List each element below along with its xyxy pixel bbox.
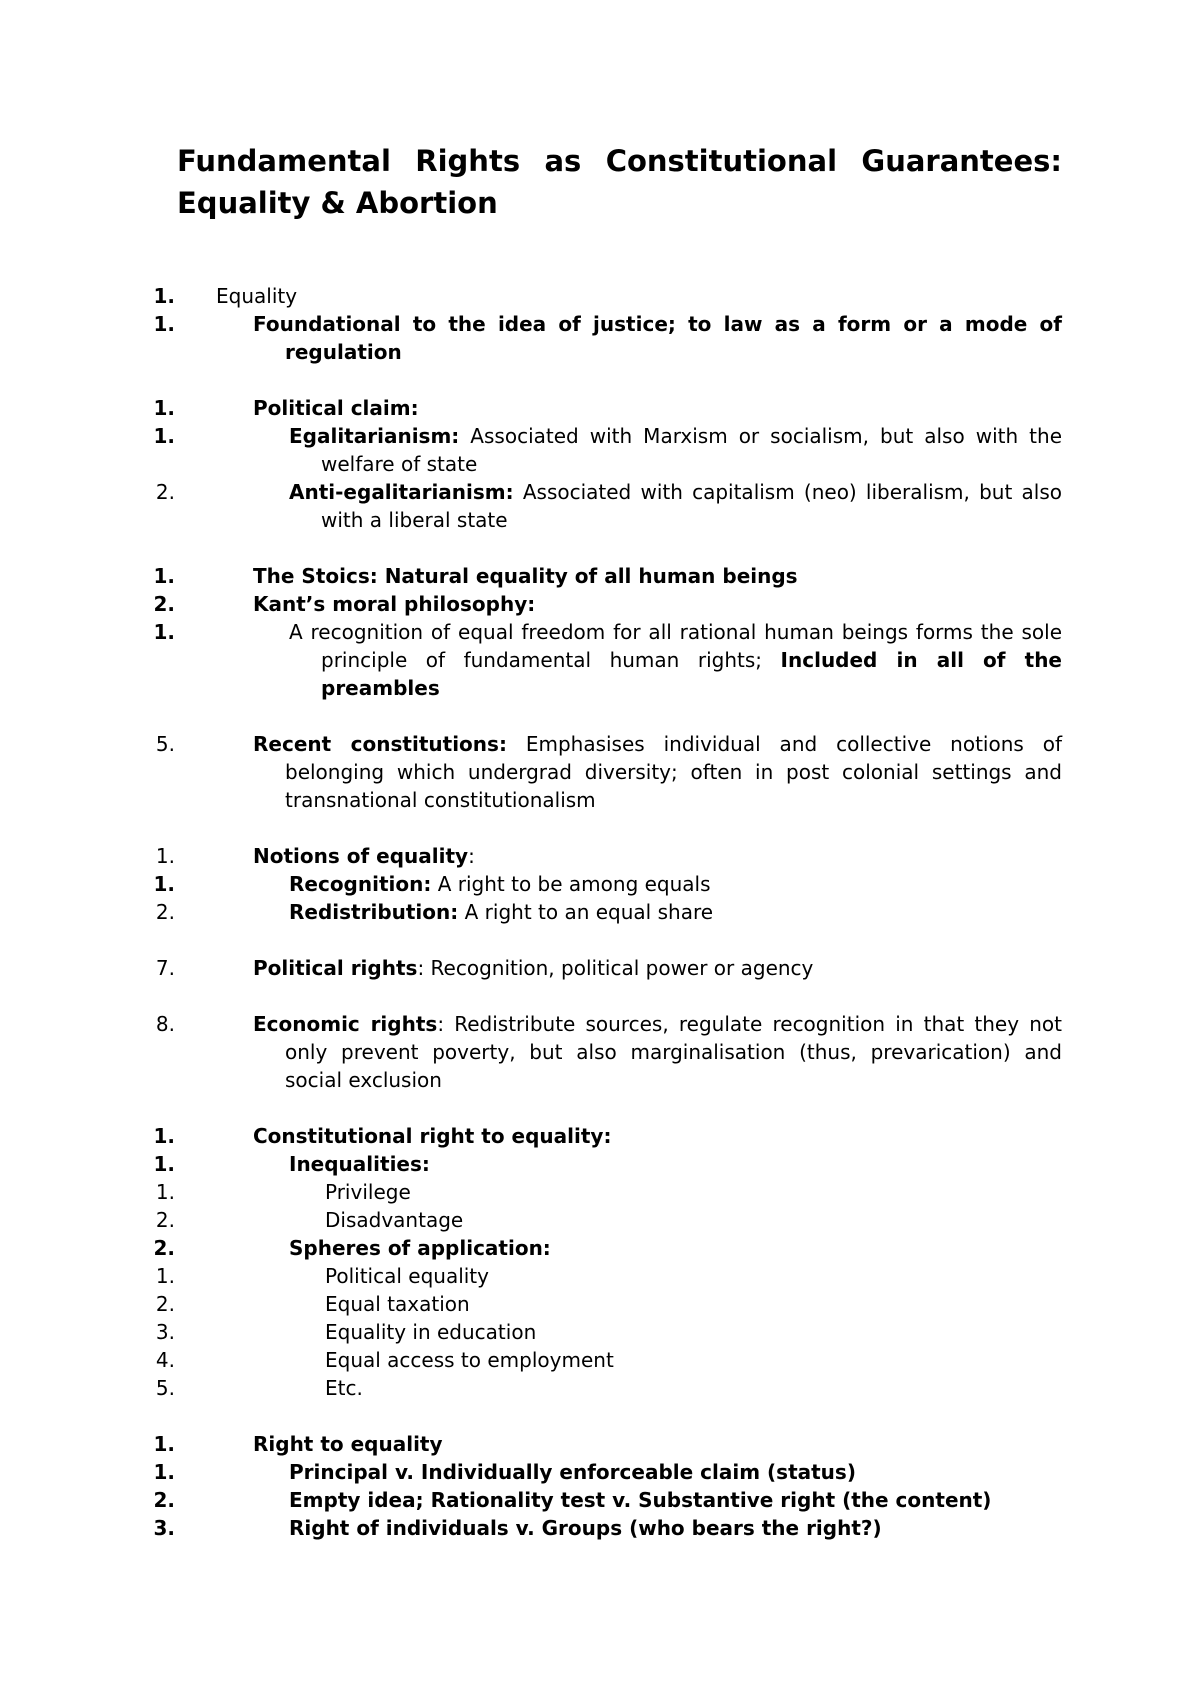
item-number: 1.	[155, 844, 175, 868]
item-text: Recent constitutions: Emphasises individual and collective notions of belonging which undergrad diversity; often in post colonial settings and transnational constitutionalism	[253, 732, 1062, 812]
item-number: 1.	[155, 1264, 175, 1288]
list-item	[0, 394, 1200, 422]
item-text: Spheres of application:	[289, 1236, 551, 1260]
item-number: 2.	[155, 480, 175, 504]
list-item	[0, 1262, 1200, 1290]
list-item	[0, 1318, 1200, 1346]
item-number: 1.	[153, 312, 175, 336]
item-number: 1.	[153, 1124, 175, 1148]
item-text: Equality	[216, 284, 298, 308]
item-number: 3.	[153, 1516, 175, 1540]
item-text: Equal access to employment	[325, 1348, 614, 1372]
list-item	[0, 870, 1200, 898]
title-line-2: Equality & Abortion	[177, 186, 498, 220]
list-item	[0, 1150, 1200, 1178]
item-number: 2.	[153, 1488, 175, 1512]
title-line-1: Fundamental Rights as Constitutional Guarantees:	[177, 144, 1062, 178]
item-text: Equal taxation	[325, 1292, 470, 1316]
list-item	[0, 954, 1200, 982]
item-text: Right of individuals v. Groups (who bears the right?)	[289, 1516, 882, 1540]
item-number: 2.	[153, 592, 175, 616]
item-text: Anti-egalitarianism: Associated with capitalism (neo) liberalism, but also with a liberal state	[289, 480, 1062, 532]
item-number: 1.	[155, 1180, 175, 1204]
outline-list	[0, 282, 1200, 1542]
item-text: Political rights: Recognition, political power or agency	[253, 956, 814, 980]
item-text: Constitutional right to equality:	[253, 1124, 612, 1148]
list-item	[0, 1010, 1200, 1094]
item-text: Etc.	[325, 1376, 363, 1400]
list-item	[0, 1374, 1200, 1402]
list-item	[0, 1458, 1200, 1486]
list-item	[0, 618, 1200, 702]
item-text: Political claim:	[253, 396, 419, 420]
list-item	[0, 478, 1200, 534]
list-item	[0, 1206, 1200, 1234]
item-number: 2.	[155, 1208, 175, 1232]
item-text: Right to equality	[253, 1432, 443, 1456]
item-text: Recognition: A right to be among equals	[289, 872, 711, 896]
list-item	[0, 1178, 1200, 1206]
list-item	[0, 1346, 1200, 1374]
item-number: 5.	[155, 732, 175, 756]
list-item	[0, 282, 1200, 310]
item-text: Kant’s moral philosophy:	[253, 592, 536, 616]
item-number: 1.	[153, 564, 175, 588]
list-item	[0, 1234, 1200, 1262]
list-item	[0, 898, 1200, 926]
item-number: 2.	[155, 1292, 175, 1316]
list-item	[0, 1514, 1200, 1542]
item-number: 2.	[155, 900, 175, 924]
item-number: 7.	[155, 956, 175, 980]
item-number: 1.	[153, 1432, 175, 1456]
item-number: 1.	[153, 1152, 175, 1176]
item-text: A recognition of equal freedom for all rational human beings forms the sole principle of fundamental human rights; Included in all of the preambles	[289, 620, 1062, 700]
item-text: Notions of equality:	[253, 844, 475, 868]
item-text: Equality in education	[325, 1320, 537, 1344]
item-number: 5.	[155, 1376, 175, 1400]
list-item	[0, 1290, 1200, 1318]
list-item	[0, 1122, 1200, 1150]
list-item	[0, 310, 1200, 366]
item-number: 1.	[153, 396, 175, 420]
item-text: Political equality	[325, 1264, 489, 1288]
document-title	[177, 140, 1062, 224]
item-text: Redistribution: A right to an equal share	[289, 900, 714, 924]
item-number: 4.	[155, 1348, 175, 1372]
item-text: Foundational to the idea of justice; to law as a form or a mode of regulation	[253, 312, 1062, 364]
item-text: Egalitarianism: Associated with Marxism or socialism, but also with the welfare of state	[289, 424, 1062, 476]
item-number: 1.	[153, 872, 175, 896]
item-number: 1.	[153, 1460, 175, 1484]
item-text: Economic rights: Redistribute sources, regulate recognition in that they not only prevent poverty, but also marginalisation (thus, prevarication) and social exclusion	[253, 1012, 1062, 1092]
item-number: 1.	[153, 424, 175, 448]
item-number: 1.	[153, 284, 175, 308]
item-number: 8.	[155, 1012, 175, 1036]
list-item	[0, 842, 1200, 870]
item-text: The Stoics: Natural equality of all human beings	[253, 564, 798, 588]
item-number: 3.	[155, 1320, 175, 1344]
list-item	[0, 562, 1200, 590]
item-text: Disadvantage	[325, 1208, 464, 1232]
list-item	[0, 422, 1200, 478]
list-item	[0, 1486, 1200, 1514]
item-number: 2.	[153, 1236, 175, 1260]
item-text: Inequalities:	[289, 1152, 430, 1176]
item-number: 1.	[153, 620, 175, 644]
list-item	[0, 730, 1200, 814]
item-text: Empty idea; Rationality test v. Substantive right (the content)	[289, 1488, 992, 1512]
item-text: Privilege	[325, 1180, 411, 1204]
item-text: Principal v. Individually enforceable claim (status)	[289, 1460, 856, 1484]
list-item	[0, 1430, 1200, 1458]
list-item	[0, 590, 1200, 618]
